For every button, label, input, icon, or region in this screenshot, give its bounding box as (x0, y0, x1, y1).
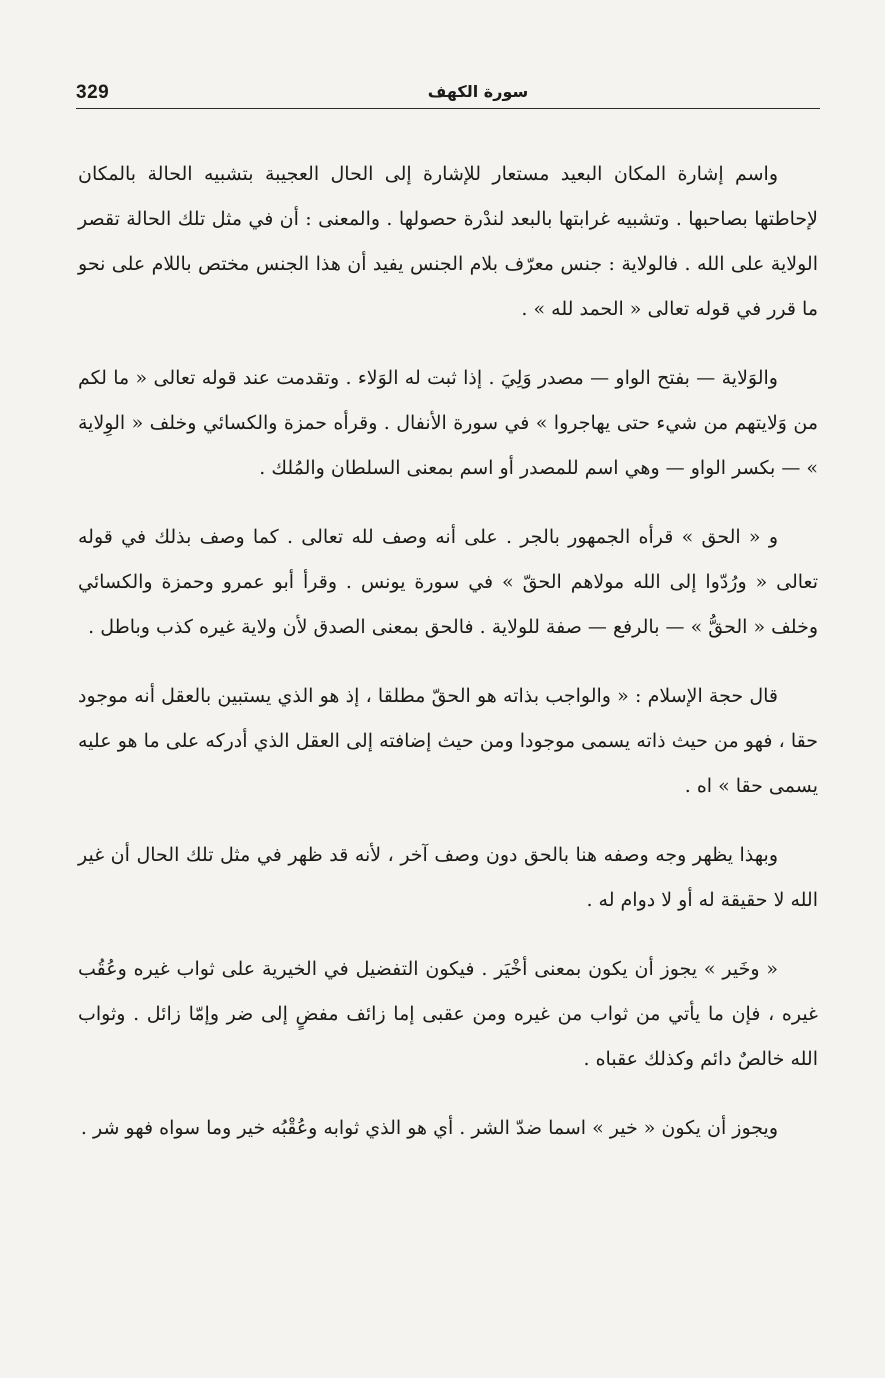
paragraph: قال حجة الإسلام : « والواجب بذاته هو الحقّ مطلقا ، إذ هو الذي يستبين بالعقل أنه موجود حقا ، فهو من حيث ذاته يسمى موجودا ومن حيث إضافته إلى العقل الذي أدركه على ما هو عليه يسمى حقا » اه . (78, 685, 818, 797)
paragraph: « وخَير » يجوز أن يكون بمعنى أخْيَر . فيكون التفضيل في الخيرية على ثواب غيره وعُقُب غيره ، فإن ما يأتي من ثواب من غيره ومن عقبى إما زائف مفضٍ إلى ضر وإمّا زائل . وثواب الله خالصٌ دائم وكذلك عقباه . (78, 958, 818, 1070)
paragraph: ويجوز أن يكون « خير » اسما ضدّ الشر . أي هو الذي ثوابه وعُقْبُه خير وما سواه فهو شر . (80, 1117, 778, 1139)
page-number: 329 (76, 82, 110, 103)
header-rule (76, 108, 820, 109)
paragraph: واسم إشارة المكان البعيد مستعار للإشارة إلى الحال العجيبة بتشبيه الحالة بالمكان لإحاطتها بصاحبها . وتشبيه غرابتها بالبعد لندْرة حصولها . والمعنى : أن في مثل تلك الحالة تقصر الولاية على الله . فالولاية : جنس معرّف بلام الجنس يفيد أن هذا الجنس مختص باللام على نحو ما قرر في قوله تعالى « الحمد لله » . (78, 163, 818, 320)
paragraph: و « الحق » قرأه الجمهور بالجر . على أنه وصف لله تعالى . كما وصف بذلك في قوله تعالى « ورُدّوا إلى الله مولاهم الحقّ » في سورة يونس . وقرأ أبو عمرو وحمزة والكسائي وخلف « الحقُّ » — بالرفع — صفة للولاية . فالحق بمعنى الصدق لأن ولاية غيره كذب وباطل . (78, 526, 818, 638)
page-header (76, 80, 820, 110)
paragraph: والوَلاية — بفتح الواو — مصدر وَلِيَ . إذا ثبت له الوَلاء . وتقدمت عند قوله تعالى « ما لكم من وَلايتهم من شيء حتى يهاجروا » في سورة الأنفال . وقرأه حمزة والكسائي وخلف « الوِلاية » — بكسر الواو — وهي اسم للمصدر أو اسم بمعنى السلطان والمُلك . (78, 367, 818, 479)
body-text (78, 152, 818, 1151)
paragraph: وبهذا يظهر وجه وصفه هنا بالحق دون وصف آخر ، لأنه قد ظهر في مثل تلك الحال أن غير الله لا حقيقة له أو لا دوام له . (78, 844, 818, 911)
running-title: سورة الكهف (427, 82, 529, 101)
